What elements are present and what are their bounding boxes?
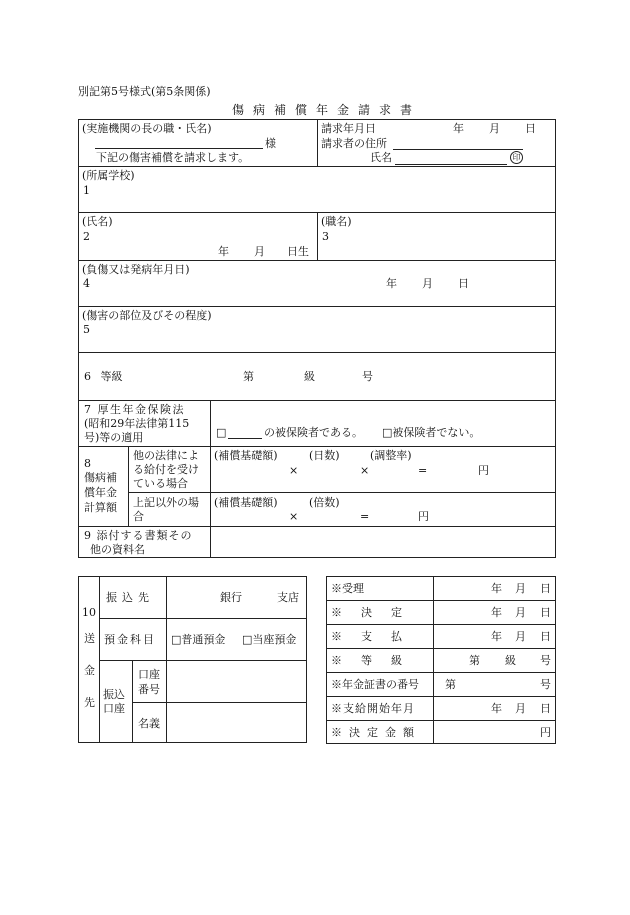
bank-label: 銀行 bbox=[220, 591, 242, 604]
job-title-label: (職名) bbox=[321, 215, 352, 228]
row1-base-amount-header: (補償基礎額) bbox=[214, 449, 278, 462]
not-insured-checkbox[interactable]: □被保険者でない。 bbox=[382, 426, 481, 439]
row1-times-1: × bbox=[289, 464, 299, 477]
honorific: 様 bbox=[265, 137, 276, 150]
office-amount-label: ※決定金額 bbox=[331, 726, 421, 739]
office-receipt-month: 月 bbox=[515, 582, 526, 595]
office-decision-year: 年 bbox=[491, 606, 502, 619]
transfer-account-label-1: 振込 bbox=[103, 688, 125, 701]
office-start-label: ※支給開始年月 bbox=[331, 702, 415, 715]
branch-label: 支店 bbox=[277, 591, 299, 604]
row2-times: × bbox=[289, 510, 299, 523]
other-law-label-3: ている場合 bbox=[133, 477, 188, 490]
office-amount-yen: 円 bbox=[540, 726, 551, 739]
remit-vertical-2: 金 bbox=[84, 664, 95, 677]
calc-label-3: 計算額 bbox=[84, 501, 117, 514]
office-receipt-day: 日 bbox=[540, 582, 551, 595]
office-certificate-dai: 第 bbox=[445, 678, 456, 691]
grade-kyu: 級 bbox=[304, 370, 315, 383]
office-grade-dai: 第 bbox=[469, 654, 480, 667]
injury-year: 年 bbox=[386, 277, 397, 290]
calc-label-2: 償年金 bbox=[84, 486, 117, 499]
office-start-day: 日 bbox=[540, 702, 551, 715]
form-number: 別記第5号様式(第5条関係) bbox=[78, 85, 211, 98]
request-statement: 下記の傷害補償を請求します。 bbox=[96, 151, 250, 164]
office-start-year: 年 bbox=[491, 702, 502, 715]
office-decision-label: ※決定 bbox=[331, 606, 421, 619]
section-number-3: 3 bbox=[322, 230, 329, 243]
pension-law-label-3: 号)等の適用 bbox=[84, 431, 144, 444]
row2-base-amount-header: (補償基礎額) bbox=[214, 496, 278, 509]
office-receipt-year: 年 bbox=[491, 582, 502, 595]
other-law-label-2: る給付を受け bbox=[133, 463, 199, 476]
other-case-label-1: 上記以外の場 bbox=[133, 496, 199, 509]
remit-vertical-1: 送 bbox=[84, 632, 95, 645]
page-title: 傷病補償年金請求書 bbox=[232, 103, 422, 117]
birth-year: 年 bbox=[218, 245, 229, 258]
office-payment-year: 年 bbox=[491, 630, 502, 643]
request-date-label: 請求年月日 bbox=[321, 122, 376, 135]
office-grade-label: ※等級 bbox=[331, 654, 421, 667]
insurance-type-field[interactable] bbox=[228, 438, 262, 439]
office-decision-month: 月 bbox=[515, 606, 526, 619]
requester-name-field[interactable] bbox=[395, 164, 507, 165]
attachments-label-2: 他の資料名 bbox=[90, 543, 145, 556]
insured-text: の被保険者である。 bbox=[264, 426, 363, 439]
seal-mark: 印 bbox=[510, 151, 523, 164]
row1-equals: = bbox=[418, 464, 428, 477]
account-number-label-1: 口座 bbox=[138, 668, 160, 681]
office-payment-month: 月 bbox=[515, 630, 526, 643]
account-number-label-2: 番号 bbox=[138, 683, 160, 696]
name-section-label: (氏名) bbox=[82, 215, 113, 228]
request-date-day: 日 bbox=[525, 122, 536, 135]
office-start-month: 月 bbox=[515, 702, 526, 715]
office-payment-label: ※支払 bbox=[331, 630, 421, 643]
request-date-month: 月 bbox=[489, 122, 500, 135]
calc-label-num: 8 bbox=[84, 457, 91, 470]
transfer-account-label-2: 口座 bbox=[103, 702, 125, 715]
grade-dai: 第 bbox=[243, 370, 254, 383]
remit-vertical-3: 先 bbox=[84, 696, 95, 709]
remit-number: 10 bbox=[82, 606, 96, 619]
other-law-label-1: 他の法律によ bbox=[133, 449, 199, 462]
section-number-1: 1 bbox=[83, 184, 90, 197]
account-holder-label: 名義 bbox=[138, 717, 160, 730]
row2-equals: = bbox=[360, 510, 370, 523]
office-decision-day: 日 bbox=[540, 606, 551, 619]
pension-law-label-2: (昭和29年法律第115 bbox=[84, 417, 190, 430]
current-deposit-checkbox[interactable]: □当座預金 bbox=[242, 633, 297, 646]
school-label: (所属学校) bbox=[82, 169, 135, 182]
section-number-4: 4 bbox=[83, 277, 90, 290]
injury-extent-label: (傷害の部位及びその程度) bbox=[82, 309, 212, 322]
row2-yen: 円 bbox=[418, 510, 429, 523]
row1-yen: 円 bbox=[478, 464, 489, 477]
attachments-label-1: 9 添付する書類その bbox=[84, 529, 193, 542]
request-date-year: 年 bbox=[453, 122, 464, 135]
section-number-2: 2 bbox=[83, 230, 90, 243]
office-grade-go: 号 bbox=[540, 654, 551, 667]
agency-label: (実施機関の長の職・氏名) bbox=[82, 122, 212, 135]
row1-times-2: × bbox=[360, 464, 370, 477]
grade-go: 号 bbox=[362, 370, 373, 383]
birth-month: 月 bbox=[254, 245, 265, 258]
office-certificate-go: 号 bbox=[540, 678, 551, 691]
section-number-5: 5 bbox=[83, 323, 90, 336]
address-field[interactable] bbox=[393, 149, 523, 150]
row2-multiplier-header: (倍数) bbox=[309, 496, 340, 509]
address-label: 請求者の住所 bbox=[321, 137, 387, 150]
office-receipt-label: ※受理 bbox=[331, 582, 364, 595]
injury-day: 日 bbox=[458, 277, 469, 290]
insured-checkbox[interactable]: □ bbox=[216, 426, 227, 439]
office-payment-day: 日 bbox=[540, 630, 551, 643]
row1-days-header: (日数) bbox=[309, 449, 340, 462]
grade-label: 6 等級 bbox=[84, 370, 123, 383]
deposit-type-label: 預金科目 bbox=[104, 633, 156, 646]
office-certificate-label: ※年金証書の番号 bbox=[331, 678, 419, 691]
transfer-to-label: 振込先 bbox=[106, 591, 154, 604]
office-grade-kyu: 級 bbox=[505, 654, 516, 667]
injury-date-label: (負傷又は発病年月日) bbox=[82, 263, 190, 276]
birth-day: 日生 bbox=[287, 245, 309, 258]
other-case-label-2: 合 bbox=[133, 510, 144, 523]
calc-label-1: 傷病補 bbox=[84, 471, 117, 484]
ordinary-deposit-checkbox[interactable]: □普通預金 bbox=[171, 633, 226, 646]
row1-rate-header: (調整率) bbox=[370, 449, 412, 462]
name-label: 氏名 bbox=[370, 151, 392, 164]
injury-month: 月 bbox=[422, 277, 433, 290]
pension-law-label-1: 7 厚生年金保険法 bbox=[84, 403, 185, 416]
